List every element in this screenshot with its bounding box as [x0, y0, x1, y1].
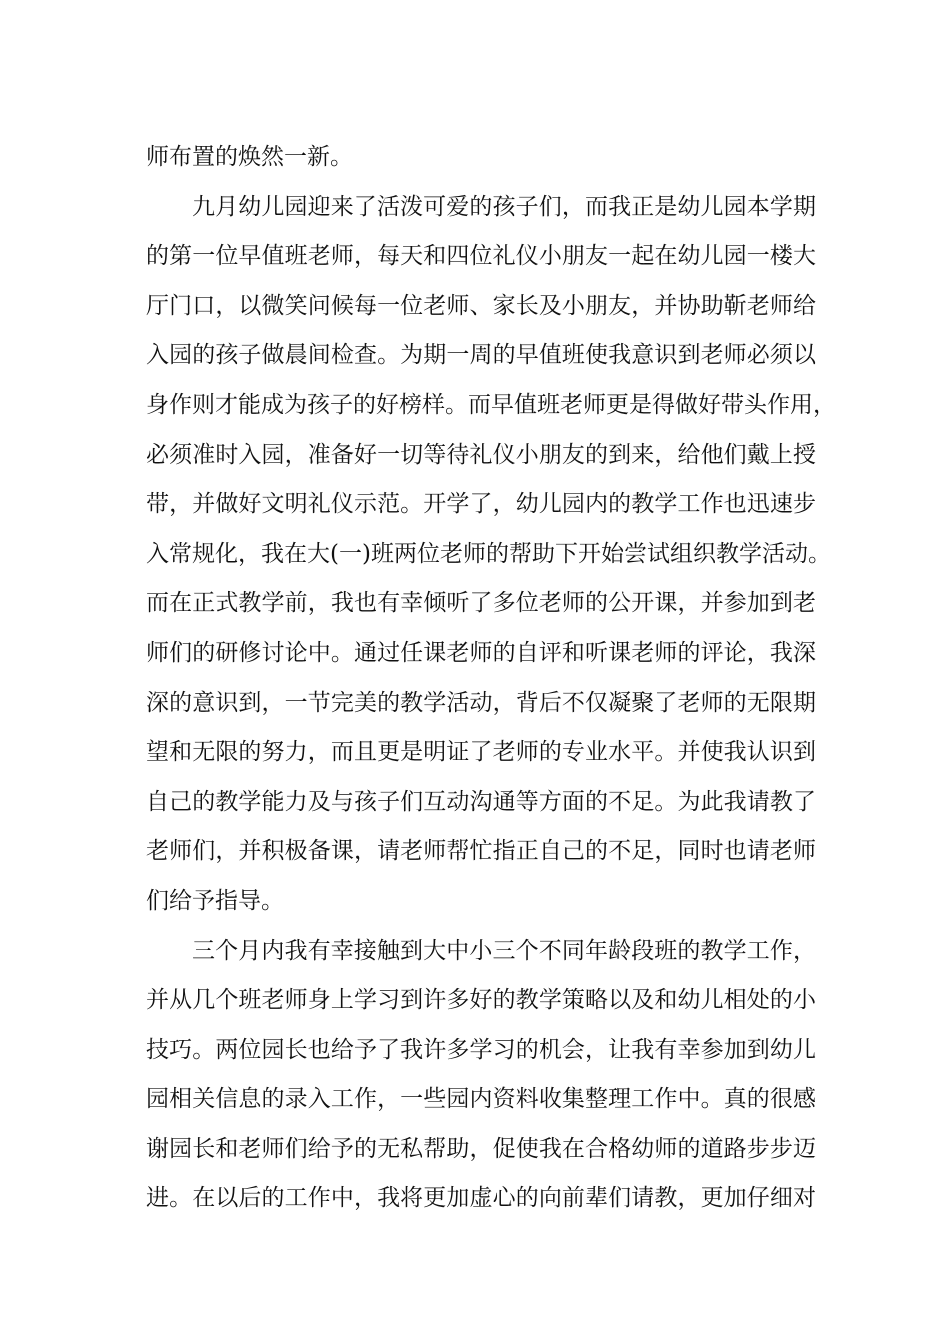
text-line: 并从几个班老师身上学习到许多好的教学策略以及和幼儿相处的小 — [146, 987, 816, 1014]
text-line: 谢园长和老师们给予的无私帮助，促使我在合格幼师的道路步步迈 — [146, 1135, 816, 1162]
text-line: 师布置的焕然一新。 — [146, 144, 353, 170]
text-line: 身作则才能成为孩子的好榜样。而早值班老师更是得做好带头作用， — [146, 391, 836, 418]
text-line: 必须准时入园，准备好一切等待礼仪小朋友的到来，给他们戴上授 — [146, 441, 816, 468]
body-text — [146, 133, 836, 1224]
text-line: 师们的研修讨论中。通过任课老师的自评和听课老师的评论，我深 — [146, 639, 816, 666]
text-line: 入常规化，我在大(一)班两位老师的帮助下开始尝试组织教学活动。 — [146, 540, 831, 567]
text-line: 园相关信息的录入工作，一些园内资料收集整理工作中。真的很感 — [146, 1086, 816, 1113]
text-line: 进。在以后的工作中，我将更加虚心的向前辈们请教，更加仔细对 — [146, 1185, 816, 1212]
text-line: 厅门口，以微笑问候每一位老师、家长及小朋友，并协助靳老师给 — [146, 292, 816, 319]
text-line: 三个月内我有幸接触到大中小三个不同年龄段班的教学工作， — [192, 937, 816, 964]
text-line: 技巧。两位园长也给予了我许多学习的机会，让我有幸参加到幼儿 — [146, 1036, 816, 1063]
text-line: 老师们，并积极备课，请老师帮忙指正自己的不足，同时也请老师 — [146, 838, 816, 865]
text-line: 自己的教学能力及与孩子们互动沟通等方面的不足。为此我请教了 — [146, 788, 816, 815]
text-line: 带，并做好文明礼仪示范。开学了，幼儿园内的教学工作也迅速步 — [146, 491, 816, 518]
text-line: 九月幼儿园迎来了活泼可爱的孩子们，而我正是幼儿园本学期 — [192, 193, 816, 220]
text-line: 们给予指导。 — [146, 887, 284, 914]
text-line: 的第一位早值班老师，每天和四位礼仪小朋友一起在幼儿园一楼大 — [146, 243, 816, 270]
text-line: 望和无限的努力，而且更是明证了老师的专业水平。并使我认识到 — [146, 739, 816, 766]
text-line: 入园的孩子做晨间检查。为期一周的早值班使我意识到老师必须以 — [146, 342, 816, 369]
text-line: 而在正式教学前，我也有幸倾听了多位老师的公开课，并参加到老 — [146, 590, 816, 617]
text-line: 深的意识到，一节完美的教学活动，背后不仅凝聚了老师的无限期 — [146, 689, 816, 716]
